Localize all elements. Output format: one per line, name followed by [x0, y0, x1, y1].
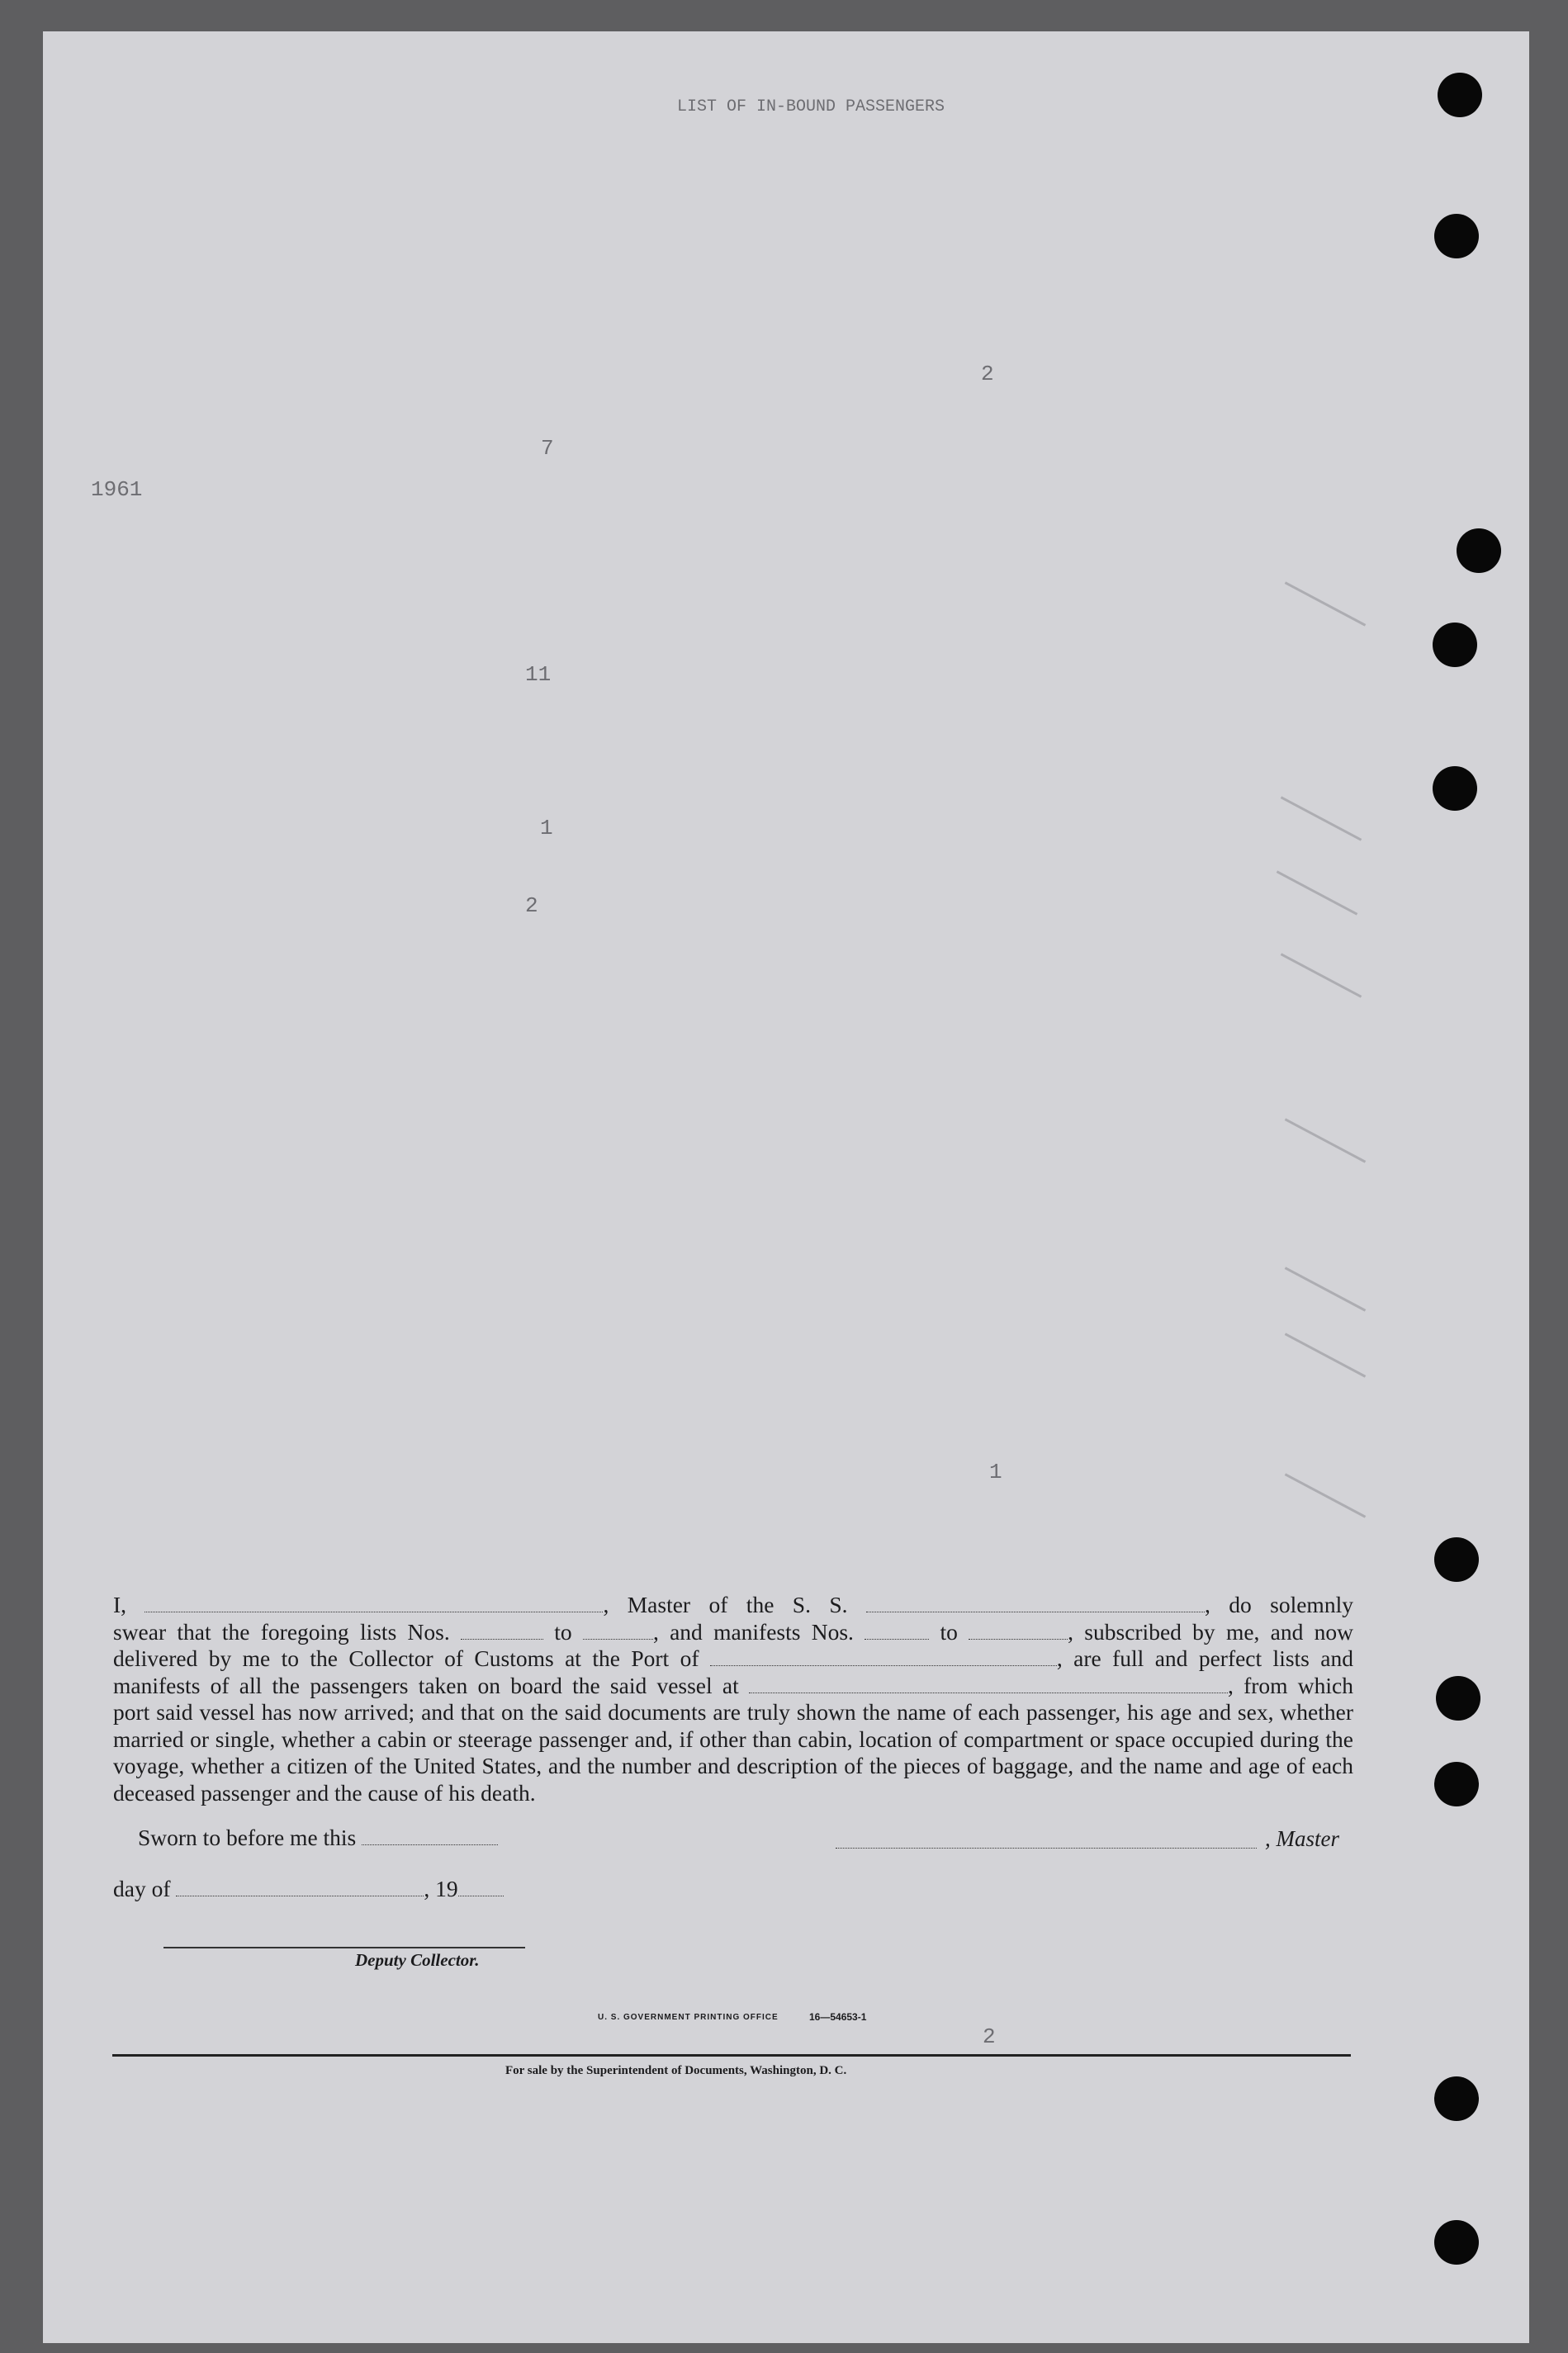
faint-row-number: 2 — [981, 362, 994, 386]
deputy-signature-field[interactable] — [163, 1947, 525, 1948]
master-oath — [113, 1592, 1353, 1806]
punch-hole-7 — [1436, 1676, 1480, 1721]
year-label: , 19 — [424, 1876, 458, 1901]
punch-hole-8 — [1434, 1762, 1479, 1806]
master-label: , Master — [1265, 1826, 1339, 1851]
master-name-field[interactable] — [144, 1593, 603, 1612]
oath-text: , and manifests Nos. — [652, 1618, 865, 1645]
faint-header: LIST OF IN-BOUND PASSENGERS — [677, 97, 945, 116]
port-field[interactable] — [710, 1647, 1057, 1666]
sworn-line — [138, 1825, 498, 1851]
month-field[interactable] — [176, 1877, 424, 1896]
year-field[interactable] — [458, 1877, 504, 1896]
faint-row-number: 2 — [525, 893, 538, 918]
form-number: 16—54653-1 — [809, 2011, 867, 2023]
list-from-field[interactable] — [461, 1621, 543, 1640]
punch-hole-5 — [1433, 766, 1477, 811]
faint-row-number: 7 — [541, 436, 554, 461]
oath-text: manifests of all the passengers taken on board the said vessel at — [113, 1672, 749, 1698]
faint-row-number: 2 — [983, 2024, 996, 2049]
faint-row-number: 1 — [989, 1460, 1002, 1484]
document-sheet — [43, 31, 1529, 2343]
list-to-field[interactable] — [583, 1621, 653, 1640]
sworn-label: Sworn to before me this — [138, 1825, 357, 1850]
day-of-line — [113, 1876, 504, 1902]
faint-row-number: 1 — [540, 816, 553, 840]
for-sale-notice: For sale by the Superintendent of Documents, Washington, D. C. — [505, 2064, 847, 2077]
oath-text: , do solemnly — [1204, 1592, 1353, 1617]
oath-text: , from which — [1227, 1672, 1353, 1698]
oath-text: , are full and perfect lists and — [1056, 1645, 1353, 1671]
footer-rule — [112, 2054, 1351, 2057]
punch-hole-10 — [1434, 2220, 1479, 2265]
punch-hole-6 — [1434, 1537, 1479, 1582]
vessel-name-field[interactable] — [866, 1593, 1205, 1612]
oath-text: delivered by me to the Collector of Customs at the Port of — [113, 1645, 710, 1671]
punch-hole-2 — [1434, 214, 1479, 258]
master-signature-field[interactable] — [836, 1848, 1257, 1849]
punch-hole-1 — [1438, 73, 1482, 117]
faint-stamp: 1961 — [91, 477, 143, 502]
oath-text: swear that the foregoing lists Nos. — [113, 1618, 462, 1645]
day-of-label: day of — [113, 1876, 171, 1901]
manifest-to-field[interactable] — [969, 1621, 1068, 1640]
oath-text: I, — [113, 1592, 145, 1617]
oath-line-1 — [113, 1592, 1353, 1619]
departure-port-field[interactable] — [749, 1674, 1228, 1693]
oath-line-4 — [113, 1673, 1353, 1700]
deputy-collector-label: Deputy Collector. — [355, 1950, 480, 1970]
manifest-from-field[interactable] — [865, 1621, 929, 1640]
punch-hole-3 — [1457, 528, 1501, 573]
oath-text: , subscribed by me, and now — [1068, 1618, 1354, 1645]
oath-body: port said vessel has now arrived; and that on the said documents are truly shown the name of each passenger, his age and sex, whether married or single, whether a cabin or steerage passenger and, if other than cabin, location of compartment or space occupied during the voyage, whether a citizen of the United States, and the number and description of the pieces of baggage, and the name and age of each deceased passenger and the cause of his death. — [113, 1699, 1353, 1806]
printing-office-imprint: U. S. GOVERNMENT PRINTING OFFICE — [598, 2013, 779, 2022]
oath-line-2 — [113, 1619, 1353, 1646]
oath-line-3 — [113, 1645, 1353, 1673]
faint-row-number: 11 — [525, 662, 552, 687]
sworn-day-field[interactable] — [362, 1826, 498, 1845]
oath-text: to — [543, 1618, 583, 1645]
punch-hole-4 — [1433, 623, 1477, 667]
oath-text: , Master of the S. S. — [603, 1592, 866, 1617]
oath-text: to — [929, 1618, 969, 1645]
punch-hole-9 — [1434, 2076, 1479, 2121]
